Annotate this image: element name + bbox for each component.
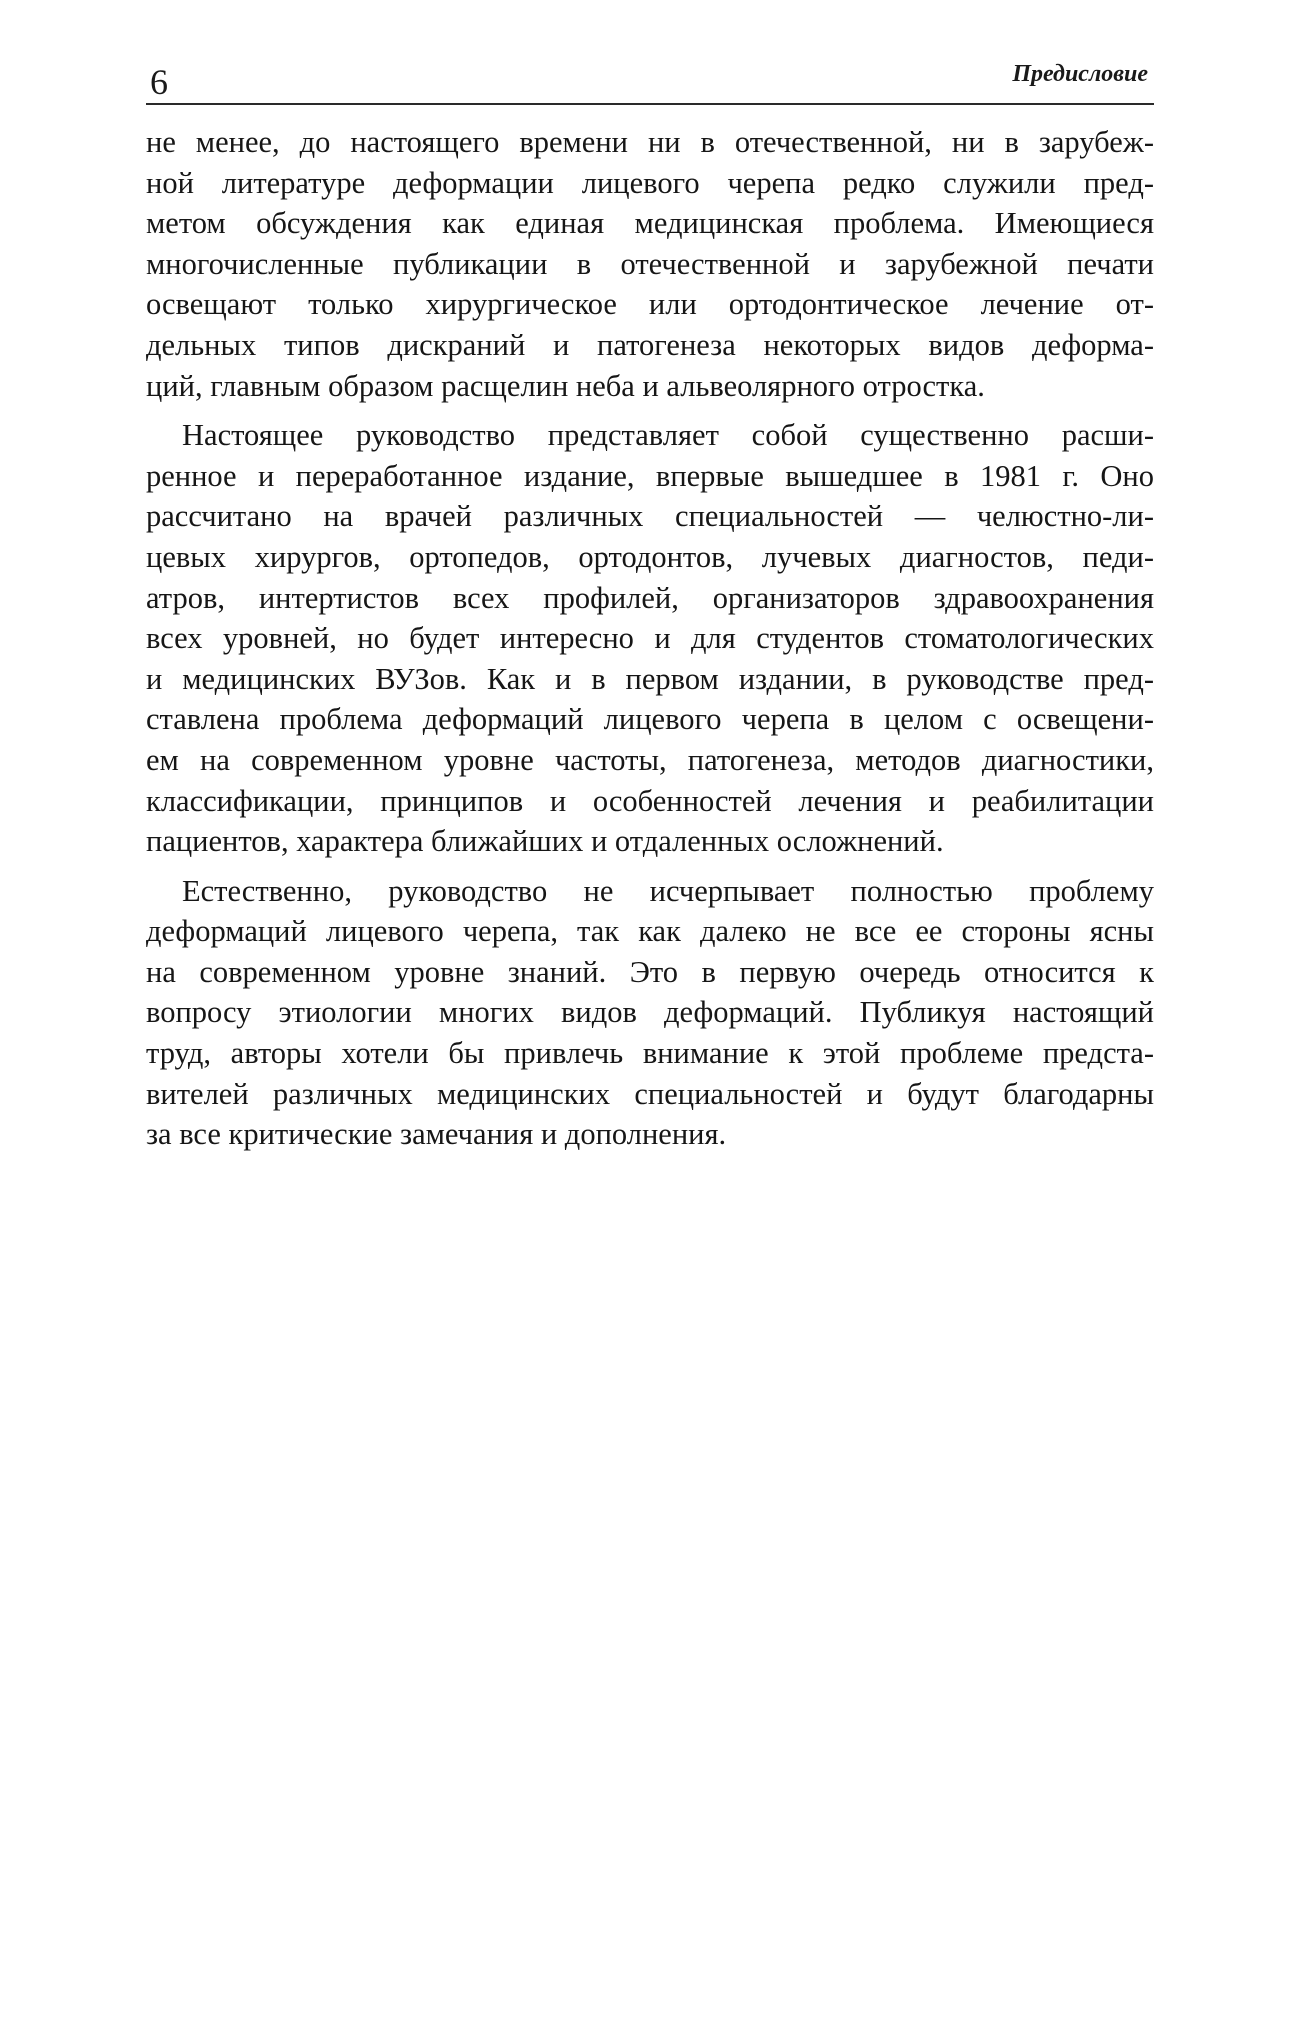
text-line: на современном уровне знаний. Это в первую очередь относится к [146, 954, 1154, 989]
text-line: пациентов, характера ближайших и отдаленных осложнений. [146, 824, 944, 859]
paragraph-3 [146, 871, 1154, 1155]
text-line: ной литературе деформации лицевого черепа редко служили пред- [146, 165, 1154, 200]
text-line: за все критические замечания и дополнения. [146, 1117, 727, 1152]
text-line: деформаций лицевого черепа, так как далеко не все ее стороны ясны [146, 914, 1154, 949]
section-title: Предисловие [1012, 61, 1148, 87]
text-line: дельных типов дискраний и патогенеза некоторых видов деформа- [146, 327, 1154, 362]
text-line: Естественно, руководство не исчерпывает полностью проблему [182, 873, 1154, 908]
text-line: не менее, до настоящего времени ни в отечественной, ни в зарубеж- [146, 125, 1154, 159]
page-number: 6 [150, 62, 168, 102]
text-line: вителей различных медицинских специальностей и будут благодарны [146, 1076, 1154, 1111]
body-text [146, 122, 1154, 1164]
text-line: метом обсуждения как единая медицинская проблема. Имеющиеся [146, 206, 1154, 241]
text-line: цевых хирургов, ортопедов, ортодонтов, лучевых диагностов, педи- [146, 539, 1154, 574]
text-line: классификации, принципов и особенностей лечения и реабилитации [146, 783, 1154, 818]
text-line: ренное и переработанное издание, впервые вышедшее в 1981 г. Оно [146, 458, 1154, 493]
text-line: всех уровней, но будет интересно и для студентов стоматологических [146, 621, 1154, 656]
text-line: освещают только хирургическое или ортодонтическое лечение от- [146, 287, 1154, 322]
text-line: ций, главным образом расщелин неба и альвеолярного отростка. [146, 368, 985, 403]
text-line: ем на современном уровне частоты, патогенеза, методов диагностики, [146, 742, 1154, 777]
text-line: вопросу этиологии многих видов деформаций. Публикуя настоящий [146, 995, 1154, 1030]
text-line: ставлена проблема деформаций лицевого черепа в целом с освещени- [146, 702, 1154, 737]
text-line: рассчитано на врачей различных специальностей — челюстно-ли- [146, 499, 1154, 534]
running-header [146, 56, 1154, 108]
paragraph-1 [146, 122, 1154, 406]
text-line: атров, интертистов всех профилей, организаторов здравоохранения [146, 580, 1154, 615]
text-line: и медицинских ВУЗов. Как и в первом издании, в руководстве пред- [146, 661, 1154, 696]
text-line: труд, авторы хотели бы привлечь внимание к этой проблеме предста- [146, 1036, 1154, 1071]
text-line: Настоящее руководство представляет собой существенно расши- [182, 418, 1154, 453]
header-rule [146, 103, 1154, 105]
paragraph-2 [146, 415, 1154, 862]
text-line: многочисленные публикации в отечественной и зарубежной печати [146, 246, 1154, 281]
